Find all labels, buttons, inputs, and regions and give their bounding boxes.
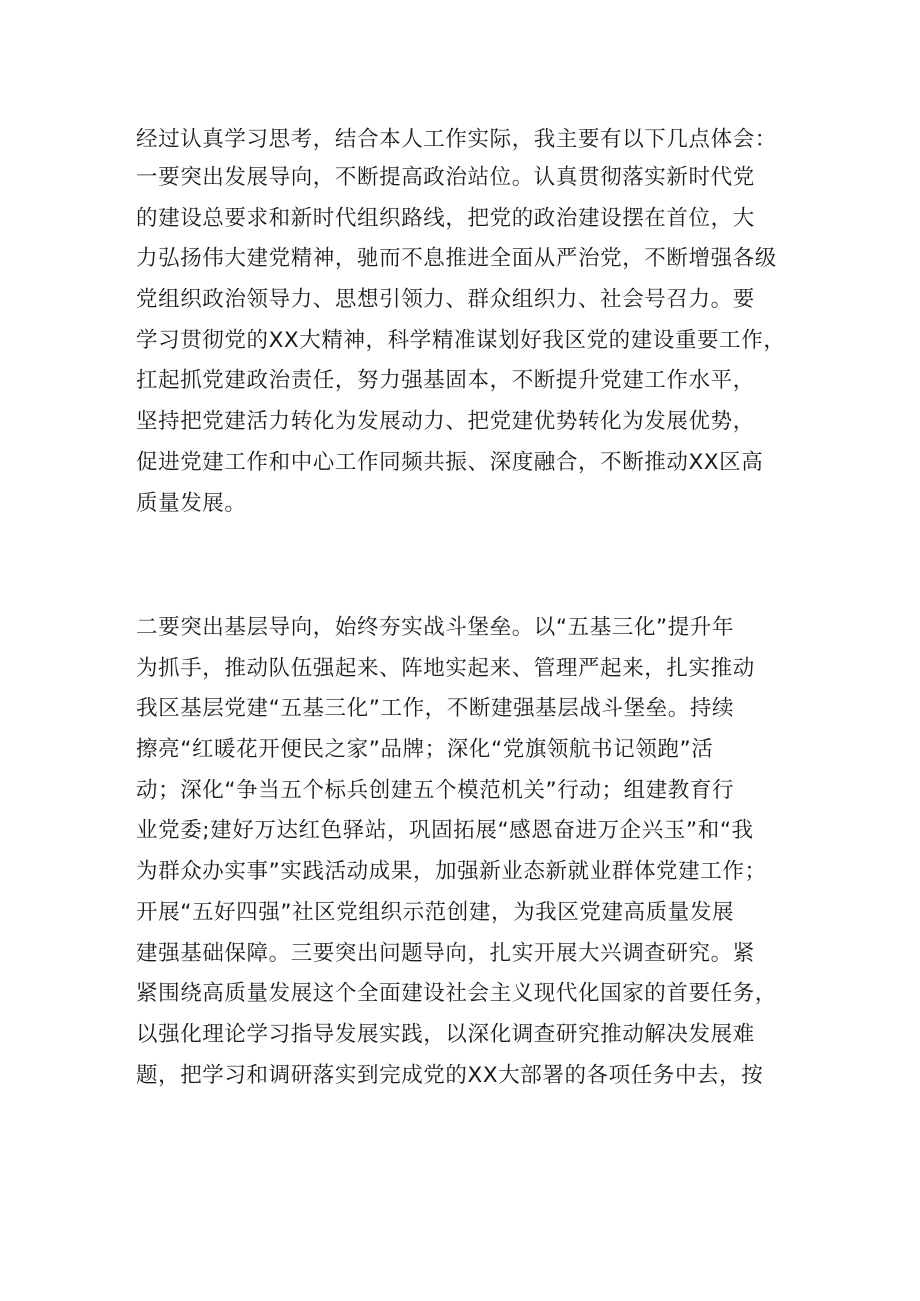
paragraph-line: 力弘扬伟大建党精神，驰而不息推进全面从严治党，不断增强各级: [136, 246, 777, 272]
paragraph-line: 坚持把党建活力转化为发展动力、把党建优势转化为发展优势，: [136, 409, 755, 435]
paragraph-line: 促进党建工作和中心工作同频共振、深度融合，不断推动XX区高: [136, 449, 764, 475]
paragraph-line: 我区基层党建“五基三化”工作，不断建强基层战斗堡垒。持续: [136, 696, 735, 722]
paragraph-line: 以强化理论学习指导发展实践，以深化调查研究推动解决发展难: [136, 1021, 755, 1047]
paragraph-line: 为抓手，推动队伍强起来、阵地实起来、管理严起来，扎实推动: [136, 655, 755, 681]
paragraph-line: 一要突出发展导向，不断提高政治站位。认真贯彻落实新时代党: [136, 165, 755, 190]
paragraph-grassroots-orientation: [136, 608, 806, 1096]
paragraph-line: 开展“五好四强”社区党组织示范创建，为我区党建高质量发展: [136, 899, 735, 925]
paragraph-line: 建强基础保障。三要突出问题导向，扎实开展大兴调查研究。紧: [136, 940, 755, 966]
paragraph-line: 质量发展。: [136, 490, 247, 516]
paragraph-line: 题，把学习和调研落实到完成党的XX大部署的各项任务中去，按: [136, 1062, 764, 1088]
paragraph-line: 动；深化“争当五个标兵创建五个模范机关”行动；组建教育行: [136, 777, 735, 803]
paragraph-line: 扛起抓党建政治责任，努力强基固本，不断提升党建工作水平，: [136, 368, 755, 394]
paragraph-line: 紧围绕高质量发展这个全面建设社会主义现代化国家的首要任务，: [136, 981, 777, 1007]
paragraph-line: 为群众办实事”实践活动成果，加强新业态新就业群体党建工作；: [136, 859, 767, 885]
intro-paragraph: [136, 120, 806, 161]
paragraph-development-orientation: [136, 158, 806, 524]
intro-line: 经过认真学习思考，结合本人工作实际，我主要有以下几点体会：: [136, 127, 777, 152]
paragraph-line: 业党委;建好万达红色驿站，巩固拓展“感恩奋进万企兴玉”和“我: [136, 818, 754, 844]
paragraph-line: 擦亮“红暖花开便民之家”品牌；深化“党旗领航书记领跑”活: [136, 737, 714, 763]
paragraph-line: 学习贯彻党的XX大精神，科学精准谋划好我区党的建设重要工作，: [136, 327, 786, 353]
paragraph-line: 的建设总要求和新时代组织路线，把党的政治建设摆在首位，大: [136, 205, 755, 231]
paragraph-line: 二要突出基层导向，始终夯实战斗堡垒。以“五基三化”提升年: [136, 615, 735, 640]
paragraph-line: 党组织政治领导力、思想引领力、群众组织力、社会号召力。要: [136, 287, 755, 313]
